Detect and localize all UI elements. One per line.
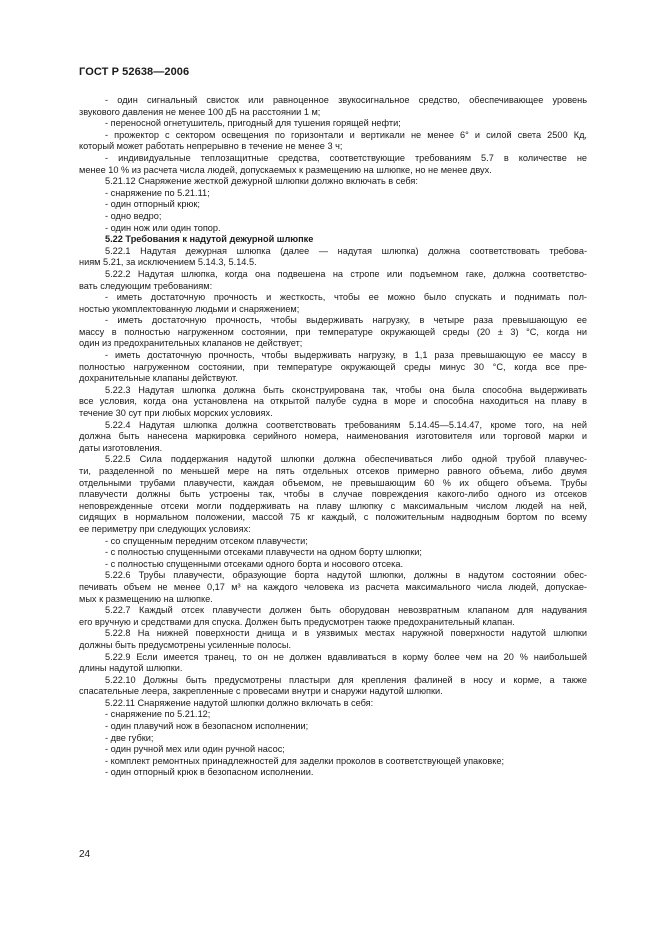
text-line: течение 30 сут при любых морских условиях. bbox=[79, 408, 273, 419]
text-line: 5.22.8 На нижней поверхности днища и в уязвимых местах наружной поверхности надутой шлюпки bbox=[105, 628, 587, 639]
text-line: его вручную и средствами для спуска. Должен быть предусмотрен также предохранительный клапан. bbox=[79, 616, 515, 627]
text-line: - иметь достаточную прочность и жесткость, чтобы ее можно было спускать и поднимать пол- bbox=[105, 292, 587, 303]
text-line: массу в полностью нагруженном состоянии, при температуре окружающей среды (20 ± 3) °С, когда ни bbox=[79, 326, 587, 337]
text-line: должна быть нанесена маркировка серийного номера, наименования изготовителя или торговой марки и bbox=[79, 431, 587, 442]
text-line: - один ручной мех или один ручной насос; bbox=[105, 744, 285, 755]
text-line: 5.22.9 Если имеется транец, то он не должен вдавливаться в корму более чем на 20 % наибольшей bbox=[105, 651, 587, 662]
text-line: который может работать непрерывно в течение не менее 3 ч; bbox=[79, 141, 343, 152]
text-line: сидящих в нормальном положении, массой 75 кг каждый, с положительным надводным бортом по всему bbox=[79, 512, 587, 523]
text-line: - один отпорный крюк; bbox=[105, 199, 200, 210]
text-line: ностью укомплектованную людьми и снаряжением; bbox=[79, 303, 300, 314]
text-line: 5.22.10 Должны быть предусмотрены пластыри для крепления фалиней в носу и корме, а также bbox=[105, 674, 587, 685]
text-line: отдельными трубами плавучести, каждая объемом, не превышающим 60 % их общего объема. Трубы bbox=[79, 477, 587, 488]
text-line: - один сигнальный свисток или равноценное звукосигнальное средство, обеспечивающее уровень bbox=[105, 95, 587, 105]
text-line: неповрежденные отсеки могли поддерживать на плаву шлюпку с максимальным числом людей на ней, bbox=[79, 500, 587, 511]
text-line: даты изготовления. bbox=[79, 442, 163, 453]
text-line: - две губки; bbox=[105, 732, 154, 743]
text-line: 5.22.5 Сила поддержания надутой шлюпки должна обеспечиваться либо одной трубой плавучес- bbox=[105, 454, 587, 465]
text-line: - один нож или один топор. bbox=[105, 222, 221, 233]
text-line: 5.22.6 Трубы плавучести, образующие борта надутой шлюпки, должны в надутом состоянии обес- bbox=[105, 570, 587, 581]
text-line: 5.22.11 Снаряжение надутой шлюпки должно включать в себя: bbox=[105, 697, 374, 708]
text-line: - индивидуальные теплозащитные средства, соответствующие требованиям 5.7 в количестве не bbox=[105, 152, 587, 163]
text-line: 5.22.1 Надутая дежурная шлюпка (далее — надутая шлюпка) должна соответствовать требова- bbox=[105, 245, 587, 256]
document-header: ГОСТ Р 52638—2006 bbox=[79, 66, 190, 78]
text-line: - комплект ремонтных принадлежностей для заделки проколов в соответствующей упаковке; bbox=[105, 755, 505, 766]
text-line: - снаряжение по 5.21.11; bbox=[105, 187, 210, 198]
text-line: длины надутой шлюпки. bbox=[79, 663, 183, 674]
text-line: звукового давления не менее 100 дБ на расстоянии 1 м; bbox=[79, 106, 321, 117]
text-line: - с полностью спущенными отсеками одного борта и носового отсека. bbox=[105, 558, 404, 569]
text-line: 5.22.3 Надутая шлюпка должна быть сконструирована так, чтобы она была способна выдерживать bbox=[105, 384, 587, 395]
text-line: спасательные леера, закрепленные с провесами внутри и снаружи надутой шлюпки. bbox=[79, 686, 443, 697]
text-line: - иметь достаточную прочность, чтобы выдерживать нагрузку, в четыре раза превышающую ее bbox=[105, 315, 587, 326]
text-line: все условия, когда она установлена на открытой палубе судна в море и способна находиться на плаву в bbox=[79, 396, 587, 407]
text-line: - со спущенным передним отсеком плавучести; bbox=[105, 535, 308, 546]
text-line: вать следующим требованиям: bbox=[79, 280, 213, 291]
text-line: - прожектор с сектором освещения по горизонтали и вертикали не менее 6° и силой света 2500 Кд, bbox=[105, 129, 587, 140]
text-line: 5.22.7 Каждый отсек плавучести должен быть оборудован невозвратным клапаном для надувания bbox=[105, 605, 587, 616]
text-line: мых к размещению на шлюпке. bbox=[79, 593, 213, 604]
text-line: - одно ведро; bbox=[105, 210, 162, 221]
text-line: ниям 5.21, за исключением 5.14.3, 5.14.5. bbox=[79, 257, 257, 268]
document-body bbox=[79, 95, 587, 779]
text-line: - переносной огнетушитель, пригодный для тушения горящей нефти; bbox=[105, 118, 401, 129]
text-line: ее периметру при следующих условиях: bbox=[79, 523, 251, 534]
text-line: ти, разделенной по меньшей мере на пять отдельных отсеков примерно равного объема, либо двумя bbox=[79, 466, 587, 476]
text-line: - один плавучий нож в безопасном исполнении; bbox=[105, 721, 309, 732]
page-number: 24 bbox=[79, 849, 91, 860]
text-line: - один отпорный крюк в безопасном исполнении. bbox=[105, 767, 314, 778]
text-line: - снаряжение по 5.21.12; bbox=[105, 709, 211, 720]
section-heading: 5.22 Требования к надутой дежурной шлюпке bbox=[105, 234, 314, 245]
text-line: - иметь достаточную прочность, чтобы выдерживать нагрузку, в 1,1 раза превышающую ее массу в bbox=[105, 350, 587, 361]
text-line: 5.22.2 Надутая шлюпка, когда она подвешена на стропе или подъемном гаке, должна соответство- bbox=[105, 268, 587, 279]
text-line: полностью нагруженном состоянии, при температуре окружающей среды минус 30 °С, когда все пре- bbox=[79, 361, 587, 372]
text-line: - с полностью спущенными отсеками плавучести на одном борту шлюпки; bbox=[105, 547, 422, 558]
text-line: менее 10 % из расчета числа людей, допускаемых к размещению на шлюпке, но не менее двух. bbox=[79, 164, 492, 175]
text-line: должны быть предусмотрены усиленные полосы. bbox=[79, 639, 292, 650]
text-line: дохранительные клапаны действуют. bbox=[79, 373, 238, 384]
text-line: плавучести должны быть устроены так, чтобы в случае повреждения какого-либо одного из отсеков bbox=[79, 489, 587, 500]
text-line: 5.21.12 Снаряжение жесткой дежурной шлюпки должно включать в себя: bbox=[105, 176, 418, 187]
text-line: 5.22.4 Надутая шлюпка должна соответствовать требованиям 5.14.45—5.14.47, кроме того, на ней bbox=[105, 419, 587, 430]
text-line: печивать объем не менее 0,17 м³ на каждого человека из расчета максимального числа людей, допускае- bbox=[79, 581, 587, 592]
text-line: один из предохранительных клапанов не действует; bbox=[79, 338, 303, 349]
